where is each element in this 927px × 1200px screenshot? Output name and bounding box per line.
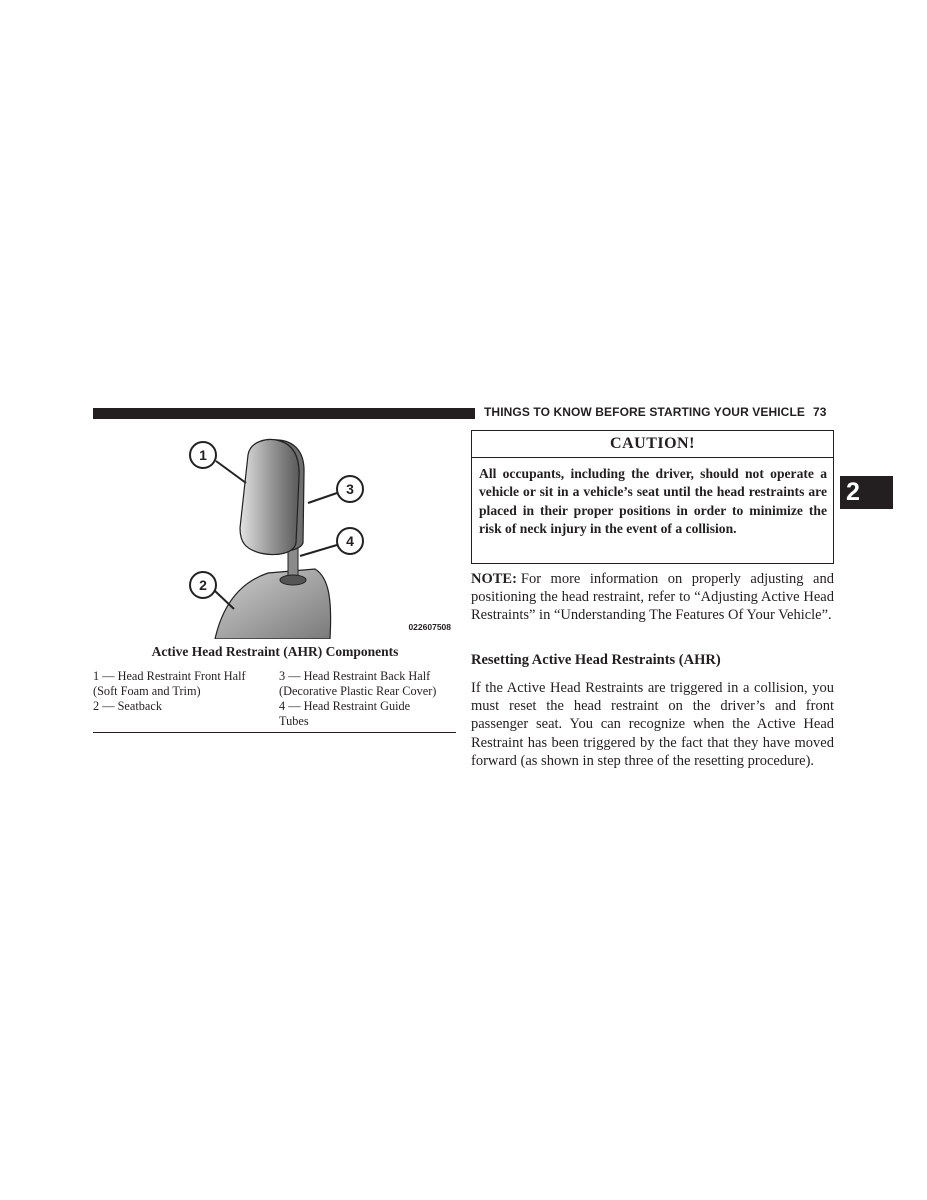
figure-legend	[93, 669, 456, 733]
head-restraint-illustration	[160, 433, 460, 639]
legend-item: 1 — Head Restraint Front Half	[93, 669, 246, 683]
restraint-front-half	[240, 440, 299, 555]
note-label: NOTE:	[471, 571, 517, 587]
callout-1: 1	[199, 447, 207, 463]
chapter-tab: 2	[840, 476, 893, 509]
legend-item: Tubes	[279, 714, 309, 728]
callout-4: 4	[346, 533, 354, 549]
figure-caption: Active Head Restraint (AHR) Components	[151, 644, 399, 659]
legend-column-1	[93, 669, 273, 714]
running-header	[484, 405, 834, 419]
section-heading: Resetting Active Head Restraints (AHR)	[471, 652, 721, 668]
seatback-shape	[215, 569, 331, 639]
legend-item: (Decorative Plastic Rear Cover)	[279, 684, 437, 698]
caution-box	[471, 430, 834, 564]
legend-item: 4 — Head Restraint Guide	[279, 699, 411, 713]
caution-title: CAUTION!	[472, 431, 833, 458]
callout-2: 2	[199, 577, 207, 593]
legend-item: 2 — Seatback	[93, 699, 162, 713]
figure-code: 022607508	[408, 622, 451, 632]
header-title: THINGS TO KNOW BEFORE STARTING YOUR VEHICLE	[484, 405, 805, 419]
page-number: 73	[812, 405, 827, 419]
note-paragraph	[471, 570, 834, 625]
legend-column-2	[279, 669, 459, 729]
legend-item: (Soft Foam and Trim)	[93, 684, 201, 698]
callout-3: 3	[346, 481, 354, 497]
caution-body: All occupants, including the driver, should not operate a vehicle or sit in a vehicle’s seat until the head restraints are placed in their proper positions in order to minimize the risk of neck injury in the event of a collision.	[479, 466, 827, 536]
section-paragraph: If the Active Head Restraints are triggered in a collision, you must reset the head restraint on the driver’s and front passenger seat. You can recognize when the Active Head Restraint has been triggered by the fact that they have moved forward (as shown in step three of the resetting procedure).	[471, 680, 834, 769]
note-text: For more information on properly adjusting and positioning the head restraint, refer to “Adjusting Active Head Restraints” in “Understanding The Features Of Your Vehicle”.	[471, 571, 834, 624]
legend-item: 3 — Head Restraint Back Half	[279, 669, 431, 683]
header-rule	[93, 408, 475, 419]
